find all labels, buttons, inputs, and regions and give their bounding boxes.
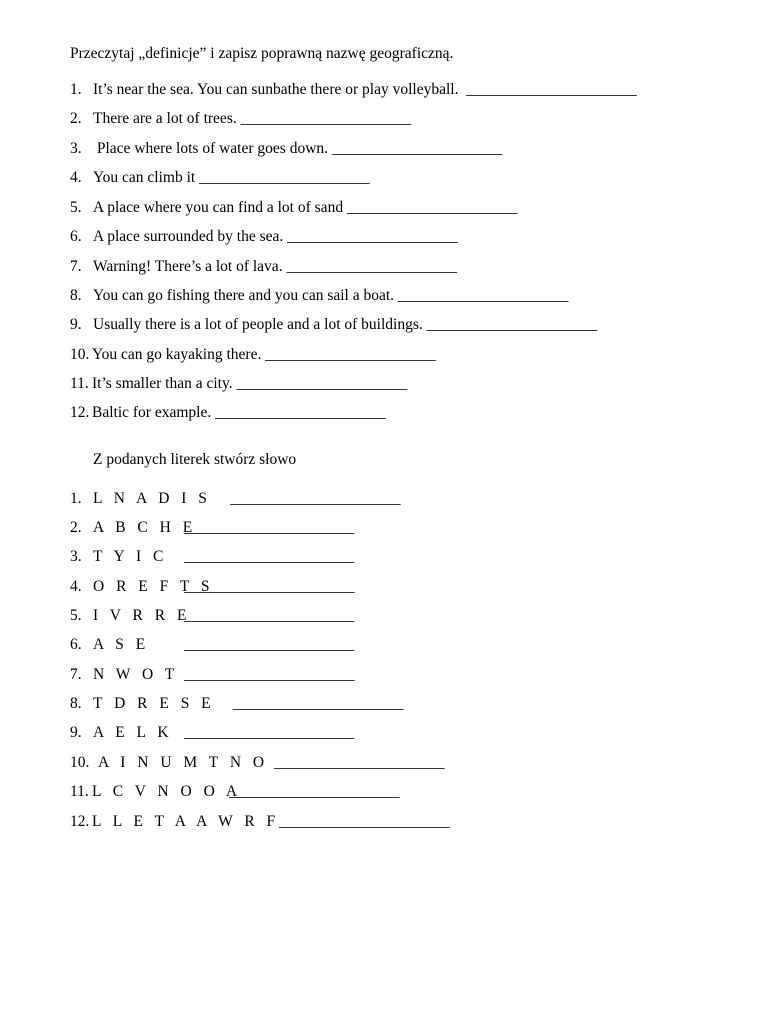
item-text: Baltic for example. ______________________	[92, 404, 386, 421]
item-number: 12.	[70, 404, 90, 421]
answer-blank: ______________________	[184, 666, 355, 683]
item-text: It’s smaller than a city. ______________________	[92, 375, 407, 392]
item-text: Place where lots of water goes down. ______________________	[93, 140, 503, 157]
answer-blank: ______________________	[274, 754, 445, 771]
scramble-item	[70, 518, 355, 538]
item-text: Usually there is a lot of people and a lot of buildings. ______________________	[93, 316, 598, 333]
item-number: 4.	[70, 578, 82, 595]
item-text: A place where you can find a lot of sand ______________________	[93, 199, 518, 216]
item-text: There are a lot of trees. ______________________	[93, 110, 412, 127]
scrambled-letters: A S E	[93, 636, 150, 653]
definition-item	[70, 345, 436, 365]
item-text: You can go kayaking there. ______________________	[92, 346, 436, 363]
answer-blank: ______________________	[279, 813, 450, 830]
definition-item	[70, 374, 407, 394]
item-number: 6.	[70, 228, 82, 245]
item-number: 9.	[70, 724, 82, 741]
scrambled-letters: L N A D I S	[93, 490, 211, 507]
scrambled-letters: O R E F T S	[93, 578, 214, 595]
definition-item	[70, 403, 386, 423]
scrambled-letters: N W O T	[93, 666, 179, 683]
item-number: 3.	[70, 140, 82, 157]
scrambled-letters: A E L K	[93, 724, 173, 741]
item-number: 7.	[70, 666, 82, 683]
scramble-item	[70, 577, 355, 597]
definition-item	[70, 109, 411, 129]
scrambled-letters: L L E T A A W R F	[92, 813, 280, 830]
definition-item	[70, 257, 457, 277]
answer-blank: ______________________	[230, 490, 401, 507]
scrambled-letters: A I N U M T N O	[98, 754, 269, 771]
item-number: 8.	[70, 695, 82, 712]
scramble-item	[70, 812, 450, 832]
item-number: 6.	[70, 636, 82, 653]
section1-title: Przeczytaj „definicje” i zapisz poprawną nazwę geograficzną.	[70, 45, 454, 62]
answer-blank: ______________________	[184, 607, 355, 624]
scramble-item	[70, 547, 355, 567]
item-text: You can go fishing there and you can sail a boat. ______________________	[93, 287, 569, 304]
item-text: Warning! There’s a lot of lava. ______________________	[93, 258, 457, 275]
item-number: 7.	[70, 258, 82, 275]
item-number: 2.	[70, 519, 82, 536]
item-text: You can climb it ______________________	[93, 169, 370, 186]
scramble-item	[70, 635, 355, 655]
item-text: It’s near the sea. You can sunbathe there or play volleyball. ______________________	[93, 81, 637, 98]
scramble-item	[70, 753, 445, 773]
answer-blank: ______________________	[184, 548, 355, 565]
scrambled-letters: T Y I C	[93, 548, 168, 565]
scrambled-letters: A B C H E	[93, 519, 197, 536]
item-number: 11.	[70, 375, 89, 392]
answer-blank: ______________________	[184, 724, 355, 741]
item-number: 5.	[70, 607, 82, 624]
scrambled-letters: T D R E S E	[93, 695, 215, 712]
item-number: 3.	[70, 548, 82, 565]
scramble-item	[70, 694, 404, 714]
item-number: 10.	[70, 346, 90, 363]
item-text: A place surrounded by the sea. ______________________	[93, 228, 458, 245]
scrambled-letters: L C V N O O A	[92, 783, 242, 800]
item-number: 1.	[70, 81, 82, 98]
item-number: 11.	[70, 783, 89, 800]
item-number: 12.	[70, 813, 90, 830]
answer-blank: ______________________	[184, 578, 355, 595]
definition-item	[70, 80, 637, 100]
definition-item	[70, 198, 517, 218]
answer-blank: ______________________	[184, 636, 355, 653]
scramble-item	[70, 489, 401, 509]
answer-blank: ______________________	[233, 695, 404, 712]
definition-item	[70, 168, 370, 188]
item-number: 2.	[70, 110, 82, 127]
item-number: 4.	[70, 169, 82, 186]
scramble-item	[70, 606, 355, 626]
scramble-item	[70, 723, 355, 743]
scramble-item	[70, 665, 355, 685]
answer-blank: ______________________	[229, 783, 400, 800]
answer-blank: ______________________	[184, 519, 355, 536]
definition-item	[70, 315, 597, 335]
item-number: 9.	[70, 316, 82, 333]
definition-item	[70, 286, 568, 306]
item-number: 1.	[70, 490, 82, 507]
item-number: 10.	[70, 754, 90, 771]
definition-item	[70, 227, 458, 247]
item-number: 8.	[70, 287, 82, 304]
scrambled-letters: I V R R E	[93, 607, 191, 624]
scramble-item	[70, 782, 400, 802]
item-number: 5.	[70, 199, 82, 216]
section2-title: Z podanych literek stwórz słowo	[93, 451, 297, 468]
definition-item	[70, 139, 502, 159]
